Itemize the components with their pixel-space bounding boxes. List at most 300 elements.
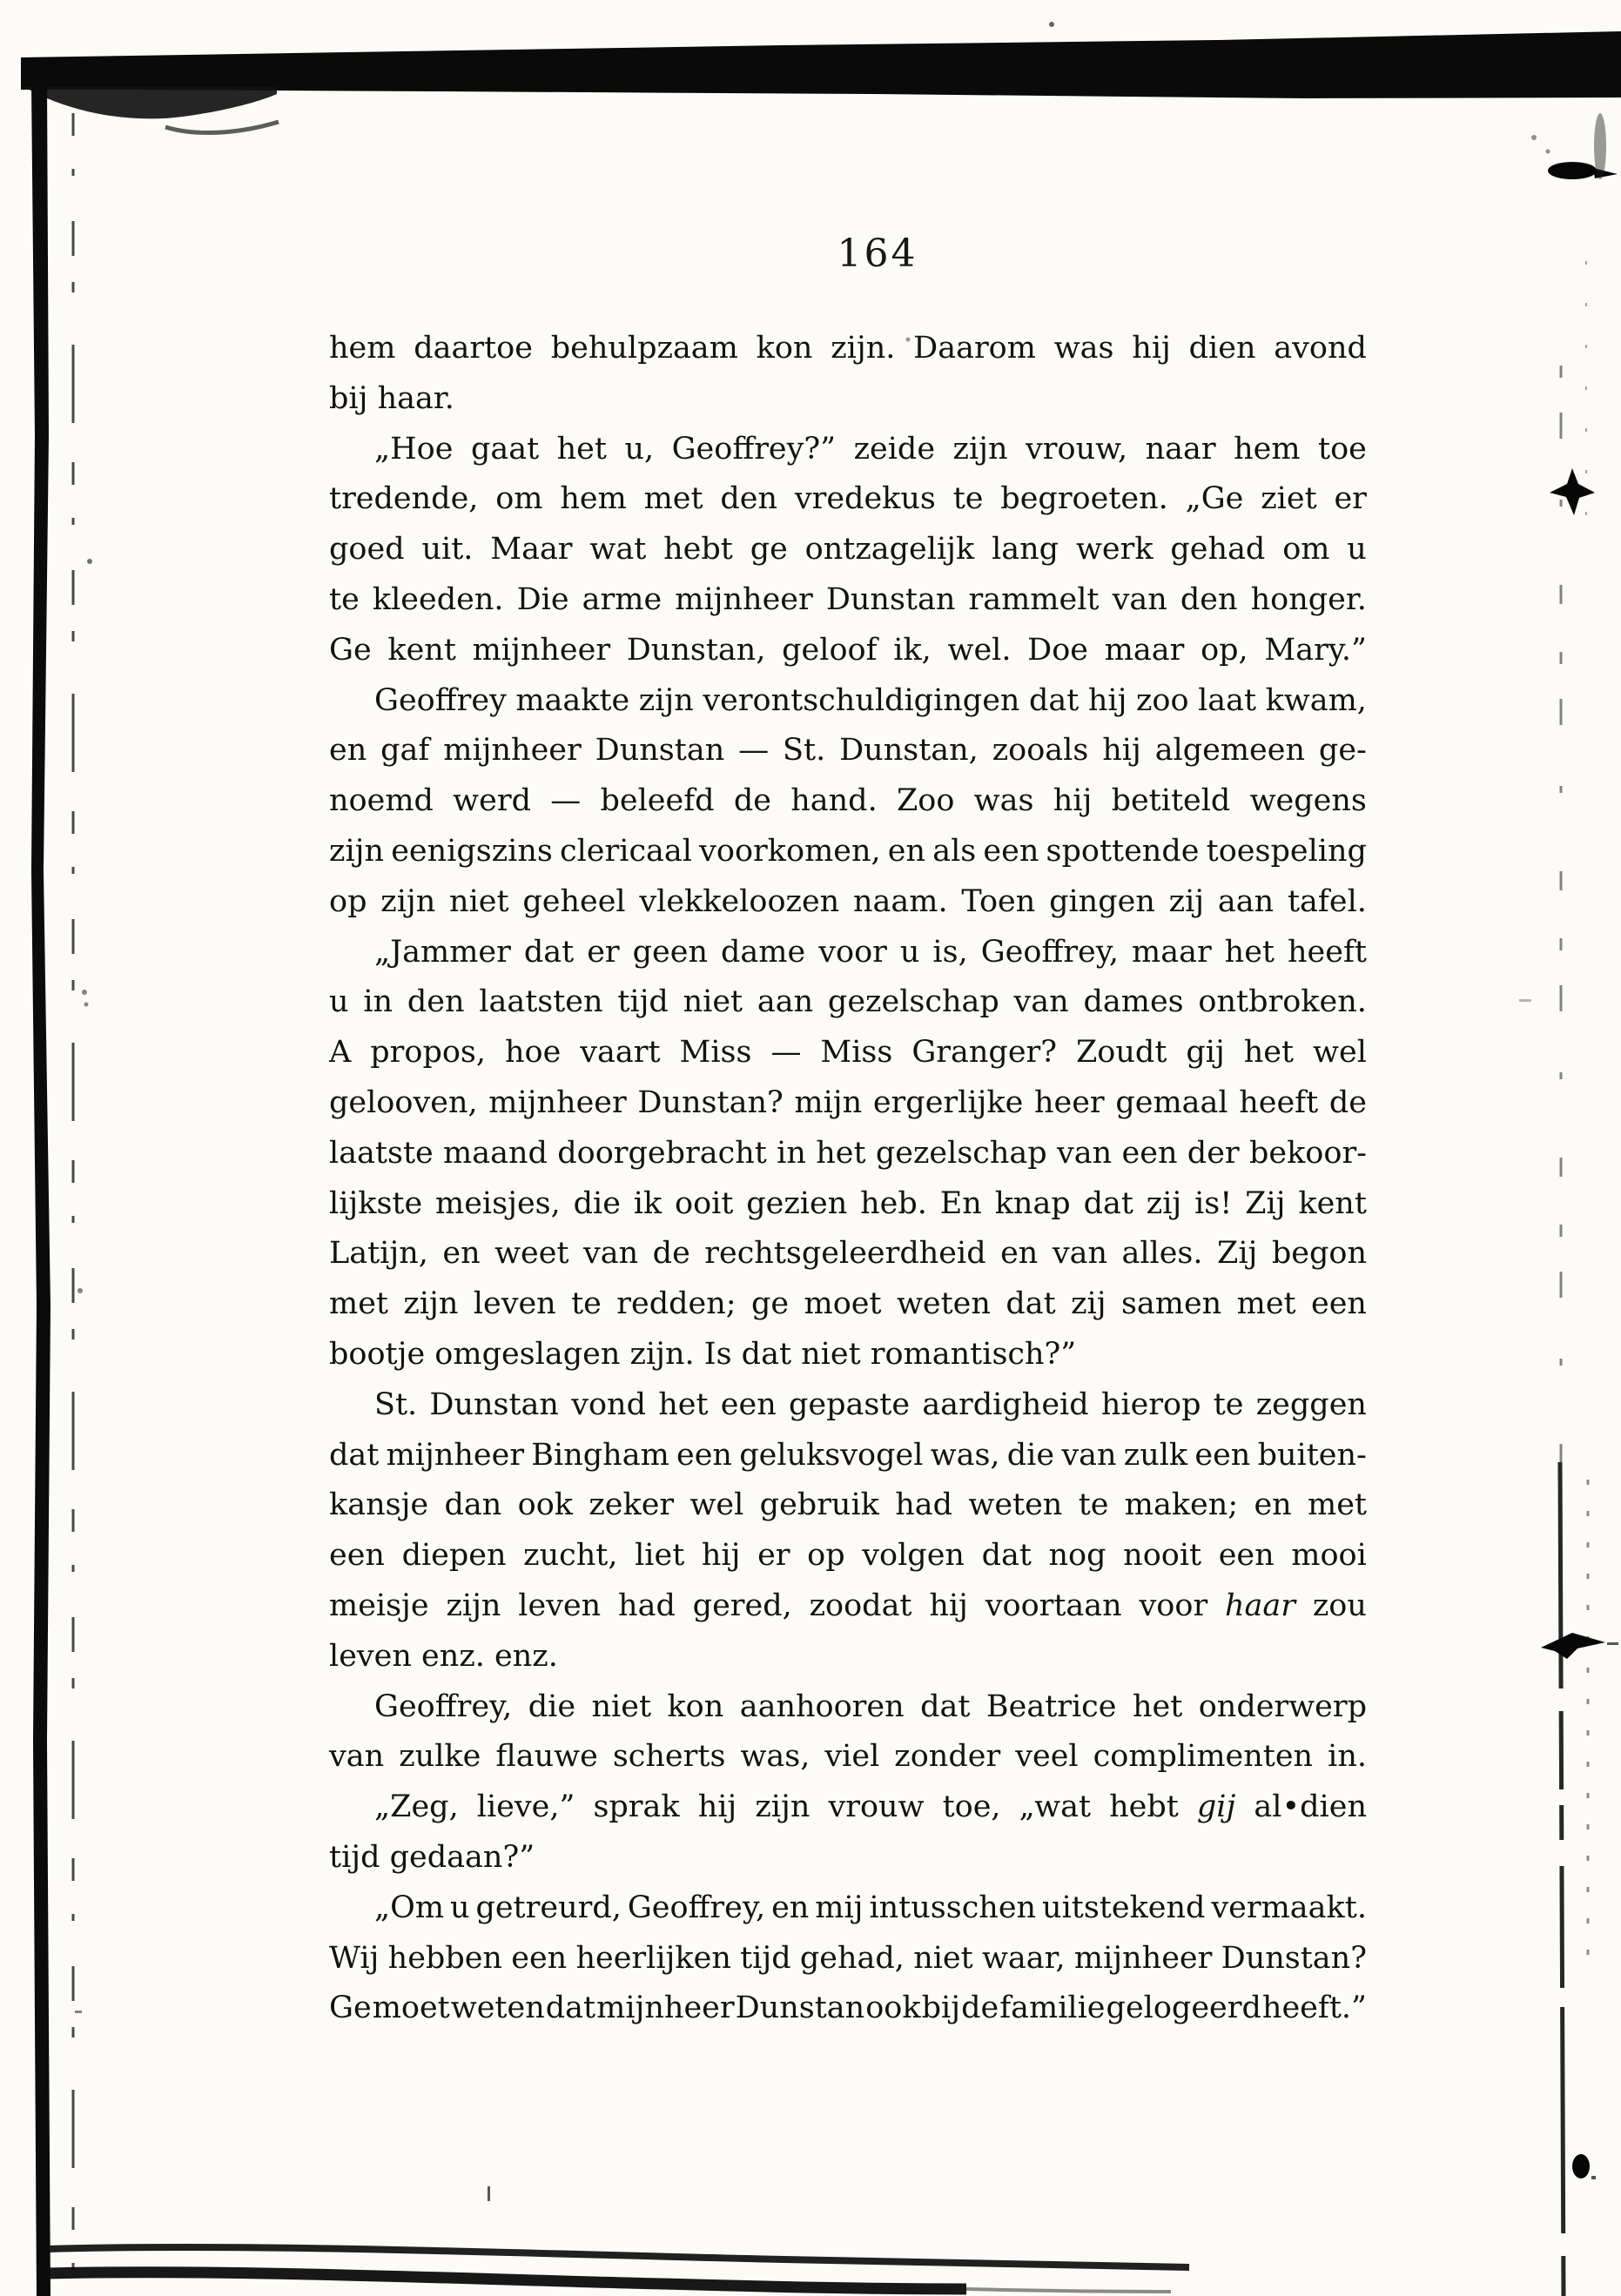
word: gij — [1186, 1035, 1225, 1071]
word: gij — [1196, 1789, 1236, 1825]
word: zij — [1146, 1185, 1182, 1221]
word: gezien — [746, 1185, 848, 1221]
word: En — [939, 1185, 982, 1221]
word: zou — [1312, 1588, 1367, 1623]
word: mijnheer — [472, 632, 611, 668]
word: dan — [444, 1487, 502, 1523]
word: Dunstan — [735, 1991, 865, 2026]
text-line — [329, 1682, 1367, 1733]
bottom-scan-line-1 — [47, 2247, 1189, 2267]
word: rechtsgeleerdheid — [704, 1236, 986, 1272]
text-line — [329, 1531, 1367, 1581]
word: dat — [1083, 1185, 1133, 1221]
word: Doe — [1027, 632, 1089, 668]
word: weet — [494, 1236, 569, 1272]
word: hebben — [387, 1940, 502, 1976]
word: om — [495, 481, 543, 517]
text-line — [329, 1833, 1367, 1883]
word: Dunstan? — [637, 1084, 784, 1120]
text-line — [329, 676, 1367, 727]
word: zijn — [380, 883, 436, 919]
word: betiteld — [1111, 783, 1231, 819]
margin-speck-4 — [77, 1288, 83, 1293]
word: een — [1121, 1135, 1178, 1171]
word: Dunstan, — [626, 632, 766, 668]
word: kansje — [329, 1487, 429, 1523]
word: „Hoe — [374, 431, 454, 467]
word: bekoor- — [1248, 1135, 1367, 1171]
word: een — [1310, 1286, 1367, 1322]
word: — — [770, 1035, 802, 1071]
curl-squiggle — [165, 122, 279, 133]
word: begroeten. — [1000, 481, 1168, 517]
word: heeft — [1239, 1084, 1319, 1120]
word: hij — [701, 1538, 741, 1574]
page-curl-smudge — [24, 87, 277, 118]
word: en — [442, 1236, 481, 1272]
word: hij — [929, 1588, 968, 1623]
word: maar — [1132, 934, 1212, 970]
margin-speck-1 — [87, 559, 92, 564]
word: ik — [633, 1185, 663, 1221]
text-line — [329, 1279, 1367, 1330]
word: verontschuldigingen — [703, 682, 1020, 718]
word: den — [407, 984, 465, 1020]
word: het — [658, 1386, 709, 1422]
word: Zij — [1245, 1185, 1286, 1221]
word: Die — [516, 581, 569, 617]
word: van — [583, 1236, 639, 1272]
word: gelogeerd — [1106, 1991, 1261, 2026]
word: gepaste — [788, 1386, 911, 1422]
word: ergerlijke — [872, 1084, 1024, 1120]
text-line — [329, 1129, 1367, 1179]
word: complimenten — [1093, 1739, 1314, 1775]
word: dat — [920, 1688, 971, 1724]
word: Wij — [329, 1940, 380, 1976]
text-line — [329, 1581, 1367, 1632]
word: werk — [1075, 532, 1154, 567]
word: als — [932, 833, 977, 869]
word: Geoffrey?” — [671, 431, 837, 467]
word: vaart — [580, 1035, 661, 1071]
word: geen — [632, 934, 709, 970]
margin-speck-2 — [82, 990, 87, 995]
word: voor — [1139, 1588, 1208, 1623]
word: gered, — [692, 1588, 792, 1623]
word: met — [329, 1286, 388, 1322]
margin-speck-3 — [84, 1003, 89, 1007]
bottom-scan-line-2-fade — [966, 2289, 1171, 2292]
word: laatsten — [479, 984, 603, 1020]
word: en — [887, 833, 926, 869]
text-line — [329, 324, 1367, 374]
word: een — [676, 1437, 732, 1473]
word: hebt — [663, 532, 733, 567]
text-line — [329, 977, 1367, 1028]
word: Toen — [961, 883, 1036, 919]
word: wel. — [947, 632, 1012, 668]
word: Zoo — [896, 783, 955, 819]
word: heerlijken — [575, 1940, 731, 1976]
bottom-tick-mark — [488, 2186, 490, 2201]
word: uitstekend — [1042, 1890, 1206, 1925]
text-line — [329, 928, 1367, 978]
word: alles. — [1121, 1236, 1203, 1272]
word: zonder — [894, 1739, 1001, 1775]
word: nog — [1048, 1538, 1106, 1574]
word: en — [1254, 1487, 1292, 1523]
word: hij — [1102, 733, 1141, 769]
word: meisje — [329, 1588, 429, 1623]
word: dat — [523, 934, 575, 970]
word: in — [363, 984, 393, 1020]
word: diepen — [401, 1538, 507, 1574]
word: bij — [921, 1991, 961, 2026]
word: noemd — [329, 783, 434, 819]
word: zijn. — [831, 331, 896, 366]
text-line — [329, 1732, 1367, 1782]
word: leven — [518, 1588, 602, 1623]
arrow-ink-blot-top-tail — [1593, 168, 1618, 178]
word: aan — [757, 984, 814, 1020]
word: Dunstan? — [1221, 1940, 1367, 1976]
word: Latijn, — [329, 1236, 428, 1272]
word: u — [329, 984, 349, 1020]
word: lang — [992, 532, 1059, 567]
text-line — [329, 1883, 1367, 1934]
word: begon — [1271, 1236, 1367, 1272]
word: St. — [374, 1386, 418, 1422]
word: toespeling — [1206, 833, 1367, 869]
bottom-scan-line-2 — [47, 2273, 966, 2289]
word: aan — [1217, 883, 1275, 919]
word: wegens — [1249, 783, 1367, 819]
word: met — [1236, 1286, 1296, 1322]
word: spottende — [1046, 833, 1200, 869]
word: zijn — [952, 431, 1008, 467]
word: beleefd — [600, 783, 715, 819]
word: Ge — [329, 632, 372, 668]
top-speck-2 — [1531, 135, 1537, 140]
text-line — [329, 626, 1367, 676]
word: intusschen — [869, 1890, 1037, 1925]
word: lijkste — [329, 1185, 423, 1221]
word: zijn — [446, 1588, 501, 1623]
word: gehad, — [799, 1940, 905, 1976]
word: er — [587, 934, 620, 970]
word: Bingham — [531, 1437, 669, 1473]
word: mijnheer — [1073, 1940, 1213, 1976]
arrow-ink-blot-mid-dash — [1607, 1642, 1618, 1645]
word: om — [1282, 532, 1330, 567]
word: hij — [1087, 682, 1127, 718]
word: niet — [591, 1688, 652, 1724]
word: leven — [473, 1286, 556, 1322]
word: zoo — [1135, 682, 1189, 718]
right-dashed-line-lower — [1560, 1462, 1564, 2296]
word: Geoffrey, — [980, 934, 1120, 970]
text-block — [329, 324, 1367, 2034]
text-line — [329, 1330, 1367, 1380]
word: „Ge — [1185, 481, 1244, 517]
word: kon — [667, 1688, 724, 1724]
word: algemeen — [1154, 733, 1306, 769]
word: gezelschap — [875, 1135, 1047, 1171]
word: Dunstan — [825, 581, 956, 617]
word: een — [983, 833, 1039, 869]
word: der — [1187, 1135, 1240, 1171]
word: zucht, — [523, 1538, 618, 1574]
word: u, — [624, 431, 655, 467]
word: dame — [721, 934, 806, 970]
word: een — [329, 1538, 385, 1574]
word: honger. — [1250, 581, 1367, 617]
word: geluksvogel — [739, 1437, 924, 1473]
arrow-ink-blot-top — [1548, 162, 1597, 179]
word: het — [1132, 1688, 1183, 1724]
word: zooals — [992, 733, 1089, 769]
word: sprak — [593, 1789, 680, 1825]
word: dat — [545, 1991, 596, 2026]
word: hoe — [504, 1035, 562, 1071]
word: zijn — [638, 682, 694, 718]
left-binding-edge — [31, 84, 50, 2296]
word: Zij — [1217, 1236, 1258, 1272]
word: familie — [999, 1991, 1106, 2026]
word: dat — [981, 1538, 1032, 1574]
word: zulk — [1123, 1437, 1188, 1473]
text-line — [329, 1632, 1367, 1682]
word: zij — [1168, 883, 1205, 919]
word: te — [952, 481, 984, 517]
arrow-ink-blot-mid — [1541, 1633, 1605, 1659]
word: ooit — [675, 1185, 734, 1221]
word: hierop — [1100, 1386, 1201, 1422]
word: hebt — [1109, 1789, 1179, 1825]
word: „Om — [374, 1890, 445, 1925]
word: scherts — [612, 1739, 726, 1775]
word: en — [329, 733, 367, 769]
word: hij — [1053, 783, 1093, 819]
word: avond — [1274, 331, 1367, 366]
word: „wat — [1019, 1789, 1092, 1825]
word: Maar — [490, 532, 573, 567]
word: kent — [387, 632, 456, 668]
word: wat — [589, 532, 647, 567]
word: zulke — [399, 1739, 481, 1775]
word: den — [1180, 581, 1238, 617]
word: te — [329, 581, 360, 617]
word: wel — [689, 1487, 744, 1523]
word: tijd — [740, 1940, 791, 1976]
word: van — [1013, 984, 1069, 1020]
word: op — [807, 1538, 845, 1574]
text-line — [329, 1229, 1367, 1279]
text-line — [329, 1179, 1367, 1230]
word: niet — [449, 883, 509, 919]
text-segment: leven enz. enz. — [329, 1638, 558, 1674]
word: er — [1334, 481, 1367, 517]
word: weten — [450, 1991, 545, 2026]
word: samen — [1120, 1286, 1222, 1322]
word: zijn — [755, 1789, 810, 1825]
word: op — [329, 883, 367, 919]
word: hij — [697, 1789, 737, 1825]
word: vond — [571, 1386, 646, 1422]
text-line — [329, 474, 1367, 525]
text-line — [329, 425, 1367, 475]
word: laatste — [329, 1135, 434, 1171]
word: werd — [453, 783, 531, 819]
word: ge- — [1318, 733, 1367, 769]
text-line — [329, 1028, 1367, 1078]
word: Geoffrey, — [627, 1890, 766, 1925]
word: goed — [329, 532, 405, 567]
text-line — [329, 776, 1367, 827]
text-line — [329, 827, 1367, 877]
word: Zoudt — [1075, 1035, 1167, 1071]
word: geheel — [522, 883, 626, 919]
word: gelooven, — [329, 1084, 478, 1120]
word: lieve,” — [476, 1789, 575, 1825]
word: mij — [815, 1890, 864, 1925]
word: voorkomen, — [699, 833, 881, 869]
word: zij — [1071, 1286, 1106, 1322]
word: in. — [1328, 1739, 1367, 1775]
top-speck-3 — [1546, 150, 1550, 154]
text-line — [329, 374, 1367, 425]
word: van — [1061, 1437, 1117, 1473]
word: ziet — [1261, 481, 1317, 517]
word: heeft — [1288, 934, 1367, 970]
word: en — [771, 1890, 810, 1925]
word: is! — [1194, 1185, 1233, 1221]
word: propos, — [370, 1035, 487, 1071]
word: kleeden. — [372, 581, 504, 617]
word: mijnheer — [443, 733, 582, 769]
word: weten — [968, 1487, 1063, 1523]
word: zeide — [853, 431, 936, 467]
word: veel — [1015, 1739, 1079, 1775]
word: arme — [582, 581, 663, 617]
word: er — [757, 1538, 790, 1574]
word: de — [652, 1236, 690, 1272]
word: „Jammer — [374, 934, 511, 970]
top-speck-1 — [1049, 22, 1054, 27]
text-line — [329, 1380, 1367, 1431]
round-ink-blot — [1572, 2154, 1590, 2179]
word: Granger? — [911, 1035, 1058, 1071]
word: maand — [443, 1135, 548, 1171]
text-line — [329, 1934, 1367, 1984]
word: doorgebracht — [557, 1135, 767, 1171]
word: de — [1328, 1084, 1367, 1120]
word: het — [556, 431, 607, 467]
word: volgen — [862, 1538, 965, 1574]
word: Ge — [329, 1991, 372, 2026]
word: heeft.” — [1261, 1991, 1367, 2026]
word: mijnheer — [386, 1437, 525, 1473]
word: al•dien — [1254, 1789, 1367, 1825]
word: redden; — [616, 1286, 737, 1322]
word: nooit — [1123, 1538, 1202, 1574]
word: behulpzaam — [550, 331, 738, 366]
word: vrouw, — [1026, 431, 1128, 467]
word: zeggen — [1255, 1386, 1367, 1422]
word: maar — [1104, 632, 1185, 668]
word: heer — [1033, 1084, 1105, 1120]
word: was — [973, 783, 1034, 819]
word: het — [1243, 1035, 1295, 1071]
word: voortaan — [985, 1588, 1122, 1623]
word: te — [1213, 1386, 1244, 1422]
word: de — [733, 783, 771, 819]
word: mijnheer — [488, 1084, 627, 1120]
word: vlekkeloozen — [639, 883, 840, 919]
word: buiten- — [1257, 1437, 1367, 1473]
word: moet — [372, 1991, 450, 2026]
word: gezelschap — [827, 984, 999, 1020]
word: ge — [750, 532, 788, 567]
word: Mary.” — [1264, 632, 1367, 668]
text-line — [329, 1782, 1367, 1833]
word: niet — [913, 1940, 973, 1976]
word: kent — [1298, 1185, 1367, 1221]
word: voor — [818, 934, 887, 970]
word: een — [511, 1940, 568, 1976]
word: ook — [517, 1487, 573, 1523]
right-edge-smudge — [1594, 113, 1606, 179]
text-line — [329, 525, 1367, 575]
word: Beatrice — [985, 1688, 1117, 1724]
word: onderwerp — [1198, 1688, 1367, 1724]
word: zijn — [403, 1286, 459, 1322]
word: niet — [683, 984, 743, 1020]
word: rammelt — [968, 581, 1100, 617]
word: mijn — [794, 1084, 863, 1120]
word: waar, — [981, 1940, 1066, 1976]
word: gingen — [1049, 883, 1155, 919]
word: Daarom — [913, 331, 1036, 366]
word: laat — [1198, 682, 1257, 718]
word: een — [720, 1386, 777, 1422]
word: mijnheer — [675, 581, 813, 617]
text-line — [329, 1984, 1367, 2034]
word: A — [329, 1035, 352, 1071]
word: tijd — [617, 984, 669, 1020]
word: dat — [1006, 1286, 1056, 1322]
word: dames — [1083, 984, 1184, 1020]
round-ink-blot-tick — [1591, 2176, 1596, 2179]
word: Geoffrey — [374, 682, 507, 718]
word: St. — [783, 733, 826, 769]
word: getreurd, — [475, 1890, 622, 1925]
word: tafel. — [1287, 883, 1367, 919]
word: aardigheid — [922, 1386, 1089, 1422]
word: „Zeg, — [374, 1789, 459, 1825]
word: kwam, — [1265, 682, 1367, 718]
text-line — [329, 1431, 1367, 1481]
word: — — [550, 783, 582, 819]
word: naam. — [852, 883, 948, 919]
word: gehad — [1170, 532, 1266, 567]
word: met — [643, 481, 703, 517]
word: was, — [740, 1739, 810, 1775]
word: uit. — [421, 532, 474, 567]
text-segment: tijd gedaan?” — [329, 1839, 535, 1875]
word: eenigszins — [391, 833, 553, 869]
